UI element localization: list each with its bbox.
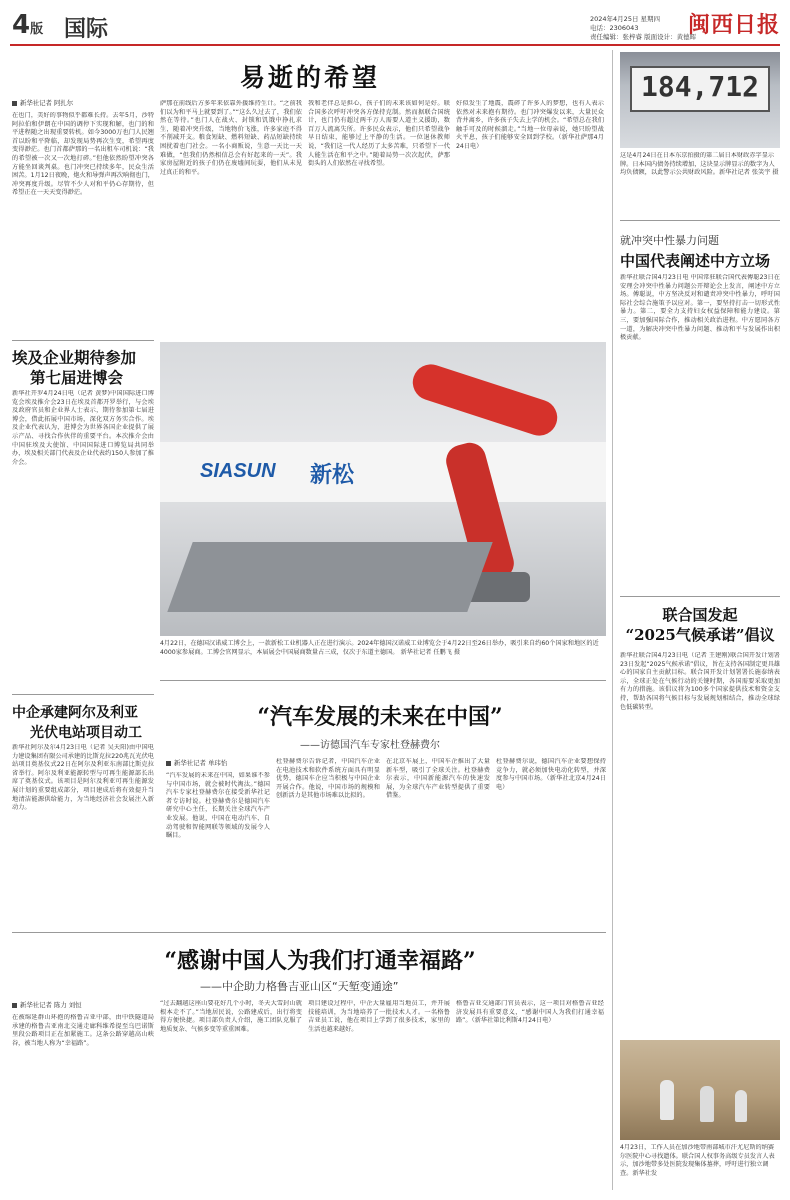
article5-col2: “过去翻越这座山要花好几个小时，冬天大雪封山就根本走不了。”当地居民说，公路建成后，出行将变得方便快捷。项目部负责人介绍，施工团队克服了地质复杂、气候多变等重重困难。	[160, 1000, 302, 1033]
article3-title-line2: 光伏电站项目动工	[30, 725, 142, 741]
page-header	[0, 0, 790, 46]
article1-col2: 萨那在前线后方多年来依靠外援维持生计。“之前我们以为和平马上就要到了。”“这么久过去了，我们依然在等待。”也门人在战火、封锁和饥饿中挣扎求生，随着冲突升级，当地物价飞涨，许多家庭不得不削减开支。粮食短缺、燃料短缺、药品短缺持续困扰着也门社会。一名小商贩说，生意一天比一天难做，“但我们仍然相信总会有好起来的一天”。我家房屋附近的孩子们仍在废墟间玩耍，他们从未见过真正的和平。	[160, 100, 302, 176]
page-number: 4版	[12, 10, 44, 40]
right-divider-1	[620, 220, 780, 221]
conveyor-table	[167, 542, 492, 612]
article4-col3: 在北京车展上，中国车企推出了大量新车型，吸引了全球关注。杜登赫费尔表示，中国新能源汽车的快速发展，为全球汽车产业转型提供了重要借鉴。	[386, 758, 490, 800]
robot-arm-upper	[408, 360, 562, 441]
robot-photo-caption: 4月22日，在德国汉诺威工博会上，一款新松工业机器人正在进行演示。2024年德国汉诺威工业博览会于4月22日至26日举办，吸引来自约60个国家和地区的近4000家参展商。工博会官网显示，本届展会中国展商数量占三成，仅次于东道主德国。 新华社记者 任鹏飞 摄	[160, 640, 599, 656]
siasun-logo-cn: 新松	[310, 463, 355, 488]
debt-clock-caption: 这是4月24日在日本东京拍摄的第二届日本财政赤字显示牌。日本国内债务持续增加，这块显示牌显示的数字为人均负债额，以此警示公共财政风险。新华社记者 张笑宇 摄	[620, 152, 779, 177]
byline-marker-icon	[12, 1003, 17, 1008]
worker-figure-3	[735, 1090, 747, 1122]
article5-col3: 项目建设过程中，中企大量雇用当地员工，并开展技能培训，为当地培养了一批技术人才。一名格鲁吉亚员工说，他在项目上学到了很多技术，家里的生活也越来越好。	[308, 1000, 450, 1033]
newspaper-logo: 闽西日报	[688, 12, 781, 38]
right1-title: 中国代表阐述中方立场	[620, 252, 771, 270]
byline-marker-icon	[12, 101, 17, 106]
header-editors: 责任编辑：张梓睿 版面设计：黄德晖	[590, 33, 697, 41]
right1-text: 新华社联合国4月23日电 中国常驻联合国代表傅聪23日在安理会冲突中性暴力问题公开辩论会上发言，阐述中方立场。傅聪说，中方坚决反对和谴责冲突中性暴力，呼吁国际社会综合施策予以应对。第一，要坚持打击一切形式性暴力。第二，要全力支持妇女权益保障和能力建设。第三，要加强国际合作，推动相关政治进程。中方愿同各方一道，为解决冲突中性暴力问题、推动和平与发展作出积极贡献。	[620, 274, 780, 342]
article4-col4: 杜登赫费尔说，德国汽车企业要想保持竞争力，就必须加快电动化转型，并深度参与中国市场。（新华社北京4月24日电）	[496, 758, 606, 791]
right1-kicker: 就冲突中性暴力问题	[620, 234, 719, 247]
gaza-photo	[620, 1040, 780, 1140]
article2-title-line2: 第七届进博会	[30, 368, 124, 387]
article4-title: “汽车发展的未来在中国”	[257, 704, 503, 730]
article2-text: 新华社开罗4月24日电（记者 黄梦)中国国际进口博览会埃及推介会23日在埃及首都开罗举行，与会埃及政府官员和企业界人士表示，期待参加第七届进博会，借此拓展中国市场，深化双方务实合作。埃及企业代表认为，进博会为世界各国企业提供了展示产品、寻找合作伙伴的重要平台。本次推介会由中国驻埃及大使馆、中国国际进口博览局共同举办，埃及相关部门代表及企业代表约150人参加了推介会。	[12, 390, 154, 466]
article1-title: 易逝的希望	[239, 63, 380, 92]
article4-col2: 杜登赫费尔告诉记者，中国汽车企业在电池技术和软件系统方面具有明显优势，德国车企应当积极与中国企业开展合作。他说，中国市场的规模和创新活力是其他市场难以比拟的。	[276, 758, 380, 800]
article4-subtitle: ——访德国汽车专家杜登赫费尔	[300, 740, 440, 751]
worker-figure-1	[660, 1080, 674, 1120]
article5-subtitle: ——中企助力格鲁吉亚山区“天堑变通途”	[200, 980, 399, 993]
article5-col4: 格鲁吉亚交通部门官员表示，这一项目对格鲁吉亚经济发展具有重要意义，“感谢中国人为我们打通幸福路”。（新华社第比利斯4月24日电）	[456, 1000, 604, 1025]
section-title: 国际	[64, 17, 109, 42]
article5-title: “感谢中国人为我们打通幸福路”	[164, 948, 476, 974]
robot-photo	[160, 342, 606, 636]
left-divider-2	[12, 694, 154, 695]
siasun-logo: SIASUN	[200, 460, 276, 482]
debt-clock-photo	[620, 52, 780, 148]
article1-byline: 新华社记者 阿扎尔	[12, 98, 73, 107]
article1-col3: 我和老伴总是担心，孩子们的未来该如何是好。联合国多次呼吁冲突各方保持克制。然而据联合国统计，也门仍有超过两千万人需要人道主义援助，数百万人流离失所。许多民众表示，他们只希望战争早日结束，能够过上平静的生活。一位退休教师说，“我们这一代人经历了太多苦难，只希望下一代人能生活在和平之中。”随着局势一次次起伏，萨那街头的人们依然在寻找希望。	[308, 100, 450, 168]
debt-clock-number: 184,712	[640, 70, 759, 103]
article1-col1: 在也门，美好的事物似乎都难长持。去年5月，沙特阿拉伯和伊朗在中国的调停下实现和解，也门的和平进程随之出现重要转机。如今3000万也门人民翘首以盼和平降临，却发现局势再次生变，希望再度变得渺茫。也门首都萨那的一名出租车司机说：“我的希望被一次又一次地打碎。”但他依然盼望冲突各方能坐回谈判桌。也门冲突已持续多年，民众生活困苦。1月12日夜晚，炮火和导弹声再次响彻也门，冲突再度升级。尽管不少人对和平仍心存期待，但希望正在一天天变得渺茫。	[12, 112, 154, 197]
article3-text: 新华社阿尔及尔4月23日电（记者 吴天阳)由中国电力建设集团有限公司承建的比斯克拉220兆瓦光伏电站项目奠基仪式22日在阿尔及利亚东南部比斯克拉省举行。阿尔及利亚能源转型与可再生能源部长出席了奠基仪式。该项目是阿尔及利亚可再生能源发展计划的重要组成部分，项目建成后将有效提升当地清洁能源供给能力，为当地经济社会发展注入新动力。	[12, 744, 154, 812]
right2-title-line1: 联合国发起	[662, 606, 738, 624]
header-phone: 电话：2306043	[590, 24, 639, 32]
article3-title-line1: 中企承建阿尔及利亚	[12, 705, 138, 721]
header-rule	[10, 44, 780, 46]
left-divider-1	[12, 340, 154, 341]
middle-divider-1	[160, 680, 606, 681]
article5-byline: 新华社记者 陈力 刘恒	[12, 1000, 82, 1009]
article1-col4: 好似发生了地震，震碎了许多人的梦想，也有人表示依然对未来抱有期待。也门冲突爆发以来，大量民众背井离乡，许多孩子失去上学的机会。“希望总在我们触手可及的时候溜走。”当地一位母亲说，她只盼望战火平息，孩子们能够安全回到学校。（新华社萨那4月24日电）	[456, 100, 604, 150]
right2-text: 新华社联合国4月23日电（记者 王建刚)联合国开发计划署23日发起“2025气候承诺”倡议，旨在支持各国制定更具雄心的国家自主贡献目标。联合国开发计划署署长施泰纳表示，全球正处在气候行动的关键时期，各国需要采取更加有力的措施。该倡议将为100多个国家提供技术和资金支持，帮助各国将气候目标与发展规划相结合，推动全球绿色低碳转型。	[620, 652, 780, 711]
byline-marker-icon	[166, 761, 171, 766]
right2-title-line2: “2025气候承诺”倡议	[625, 626, 775, 644]
gaza-photo-caption: 4月23日，工作人员在加沙地带南部城市汗尤尼斯的纳赛尔医院中心寻找遗体。联合国人权事务高级专员发言人表示，加沙地带多处医院发现集体墓葬，呼吁进行独立调查。新华社发	[620, 1144, 775, 1177]
article5-col1: 在被绵延群山环抱的格鲁吉亚中部，由中铁隧道局承建的格鲁吉亚南北交通走廊科维希提至乌巴诺斯里段公路项目正在加紧施工。这条公路穿越高山峡谷，被当地人称为“幸福路”。	[12, 1014, 154, 1047]
article4-col1: “汽车发展的未来在中国，如果谁不参与中国市场，就会被时代淘汰。”德国汽车专家杜登赫费尔在接受新华社记者专访时说。杜登赫费尔是德国汽车研究中心主任，长期关注全球汽车产业发展。他说，中国在电动汽车、自动驾驶和智能网联等领域的发展令人瞩目。	[166, 772, 270, 840]
article4-byline: 新华社记者 单玮怡	[166, 758, 227, 767]
worker-figure-2	[700, 1086, 714, 1122]
header-date: 2024年4月25日 星期四	[590, 15, 661, 23]
right-divider-2	[620, 596, 780, 597]
wide-divider-1	[12, 932, 606, 933]
article2-title-line1: 埃及企业期待参加	[12, 348, 137, 367]
right-column-divider	[612, 50, 613, 1190]
